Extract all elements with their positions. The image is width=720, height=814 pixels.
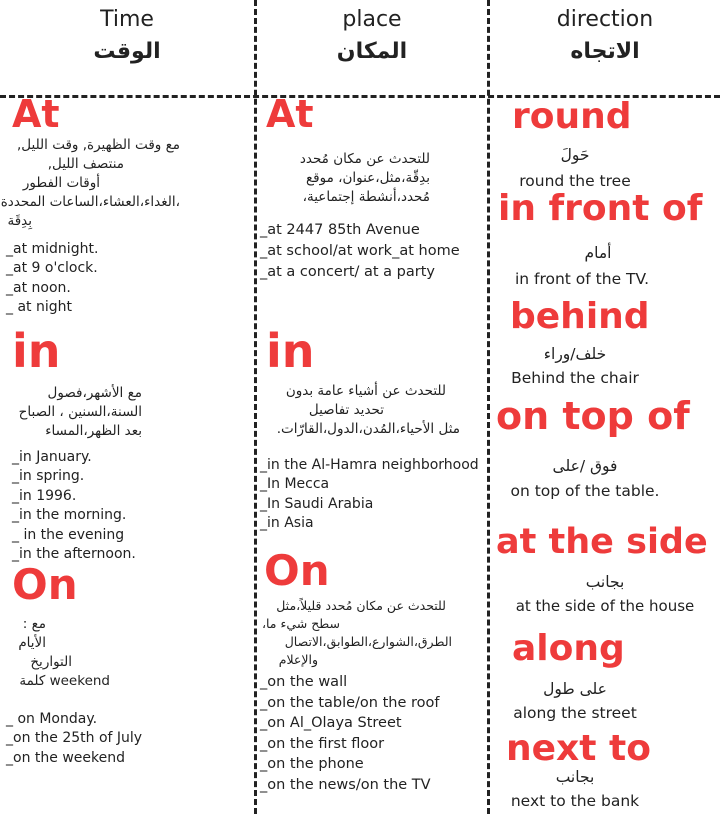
place-on-desc-line: سطح شيء ما، — [261, 616, 340, 631]
time-in-example: _in the afternoon. — [12, 545, 136, 562]
direction-atside-example: at the side of the house — [515, 597, 695, 615]
time-on-desc — [10, 615, 110, 691]
time-in-example: _in spring. — [12, 468, 85, 485]
header-direction — [490, 4, 720, 68]
time-in-example: _ in the evening — [12, 526, 125, 543]
time-on-example: _on the weekend — [6, 749, 125, 766]
time-in-example: _in 1996. — [12, 487, 77, 504]
place-on-example: _on the first floor — [260, 735, 385, 752]
time-at-desc-line: بِدِقَة — [7, 213, 32, 229]
time-in-desc-line: مع الأشهر،فصول — [47, 385, 142, 401]
place-in-example: _in the Al-Hamra neighborhood — [260, 457, 479, 473]
place-on-title: On — [264, 546, 330, 595]
place-at-example: _at 2447 85th Avenue — [260, 222, 420, 238]
place-in-desc-line: تحديد تفاصيل — [308, 402, 384, 418]
place-at-desc — [264, 150, 430, 207]
direction-nextto-ar: بجانب — [555, 768, 595, 786]
time-at-title: At — [12, 92, 60, 136]
direction-behind-ar: خلف/وراء — [543, 345, 607, 363]
direction-nextto-example: next to the bank — [510, 792, 640, 810]
place-on-example: _on Al_Olaya Street — [260, 715, 402, 732]
place-in-examples — [260, 456, 479, 534]
direction-atside-word: at the side — [496, 522, 708, 562]
place-on-examples — [260, 672, 440, 796]
time-at-example: _at 9 o'clock. — [6, 260, 98, 277]
direction-ontop-example: on top of the table. — [510, 482, 660, 500]
direction-infront-word: in front of — [498, 188, 703, 229]
place-in-example: _In Saudi Arabia — [260, 495, 374, 512]
direction-infront-example: in front of the TV. — [514, 270, 650, 288]
place-at-examples — [260, 220, 460, 283]
place-in-example: _In Mecca — [260, 476, 330, 493]
place-on-desc-line: الطرق،الشوارع،الطوابق،الاتصال — [284, 634, 452, 649]
direction-round-word: round — [512, 96, 632, 137]
time-on-example: _ on Monday. — [6, 711, 98, 727]
time-at-example: _at midnight. — [6, 241, 99, 257]
time-in-desc-line: بعد الظهر،المساء — [45, 423, 142, 439]
direction-ontop-ar: فوق /على — [552, 457, 618, 475]
place-at-example: _at a concert/ at a party — [260, 264, 435, 280]
place-on-desc-line: والإعلام — [278, 652, 318, 667]
time-at-examples — [6, 240, 98, 318]
header-time-en: Time — [100, 7, 154, 32]
time-at-desc-line: أوقات الفطور — [22, 175, 100, 191]
place-in-desc — [260, 382, 460, 439]
header-time — [0, 4, 254, 68]
direction-behind-example: Behind the chair — [511, 369, 639, 387]
time-at-example: _at noon. — [6, 279, 71, 296]
time-in-desc — [8, 384, 142, 441]
place-on-desc — [262, 597, 468, 669]
place-at-desc-line: مُحدد،أنشطة إجتماعية، — [302, 189, 430, 205]
time-at-desc-line: ،الغداء،العشاء،الساعات المحددة — [0, 194, 180, 210]
time-at-desc-line: منتصف الليل, — [47, 156, 124, 172]
header-place — [257, 4, 487, 68]
time-on-desc-line: weekend كلمة — [19, 673, 110, 689]
direction-along-word: along — [512, 628, 625, 669]
time-at-desc — [0, 136, 180, 231]
header-place-ar: المكان — [336, 39, 408, 64]
time-in-example: _in January. — [12, 449, 92, 465]
place-on-example: _on the phone — [260, 756, 364, 773]
direction-round-ar: حَولَ — [560, 146, 590, 164]
direction-behind-word: behind — [510, 296, 650, 337]
place-on-example: _on the wall — [260, 674, 348, 690]
place-at-desc-line: بدِقّة،مثل،عنوان، موقع — [305, 170, 430, 186]
time-on-desc-line: التواريخ — [30, 654, 72, 670]
time-in-example: _in the morning. — [12, 507, 127, 524]
place-at-example: _at school/at work_at home — [260, 243, 460, 259]
place-in-title: in — [266, 324, 315, 378]
time-on-examples — [6, 710, 142, 768]
direction-nextto-word: next to — [506, 728, 651, 769]
direction-round-example: round the tree — [519, 172, 631, 190]
column-divider-1 — [254, 0, 257, 814]
place-in-desc-line: مثل الأحياء،المُدن،الدول،القارّات. — [276, 421, 460, 437]
place-on-example: _on the news/on the TV — [260, 776, 431, 793]
time-in-examples — [12, 448, 136, 564]
time-in-desc-line: السنة،السنين ، الصباح — [18, 404, 142, 420]
time-at-desc-line: مع وقت الظهيرة, وقت الليل, — [16, 137, 180, 153]
place-in-example: _in Asia — [260, 515, 314, 532]
place-on-example: _on the table/on the roof — [260, 694, 440, 711]
direction-along-ar: على طول — [543, 680, 607, 698]
header-direction-en: direction — [556, 7, 654, 32]
header-direction-ar: الاتجاه — [570, 39, 640, 64]
direction-along-example: along the street — [513, 704, 637, 722]
place-on-desc-line: للتحدث عن مكان مُحدد قليلاً،مثل — [276, 598, 446, 613]
place-in-desc-line: للتحدث عن أشياء عامة بدون — [285, 383, 446, 399]
time-on-desc-line: مع : — [22, 616, 46, 632]
time-at-example: _ at night — [6, 299, 72, 316]
time-in-title: in — [12, 324, 61, 378]
place-at-desc-line: للتحدث عن مكان مُحدد — [299, 151, 430, 167]
time-on-title: On — [12, 560, 78, 609]
header-time-ar: الوقت — [93, 39, 161, 64]
time-on-example: _on the 25th of July — [6, 730, 143, 747]
header-place-en: place — [342, 7, 402, 32]
direction-ontop-word: on top of — [496, 394, 690, 438]
direction-infront-ar: أمام — [584, 244, 612, 262]
time-on-desc-line: الأيام — [18, 635, 46, 651]
direction-atside-ar: بجانب — [585, 573, 625, 591]
place-at-title: At — [266, 92, 314, 136]
